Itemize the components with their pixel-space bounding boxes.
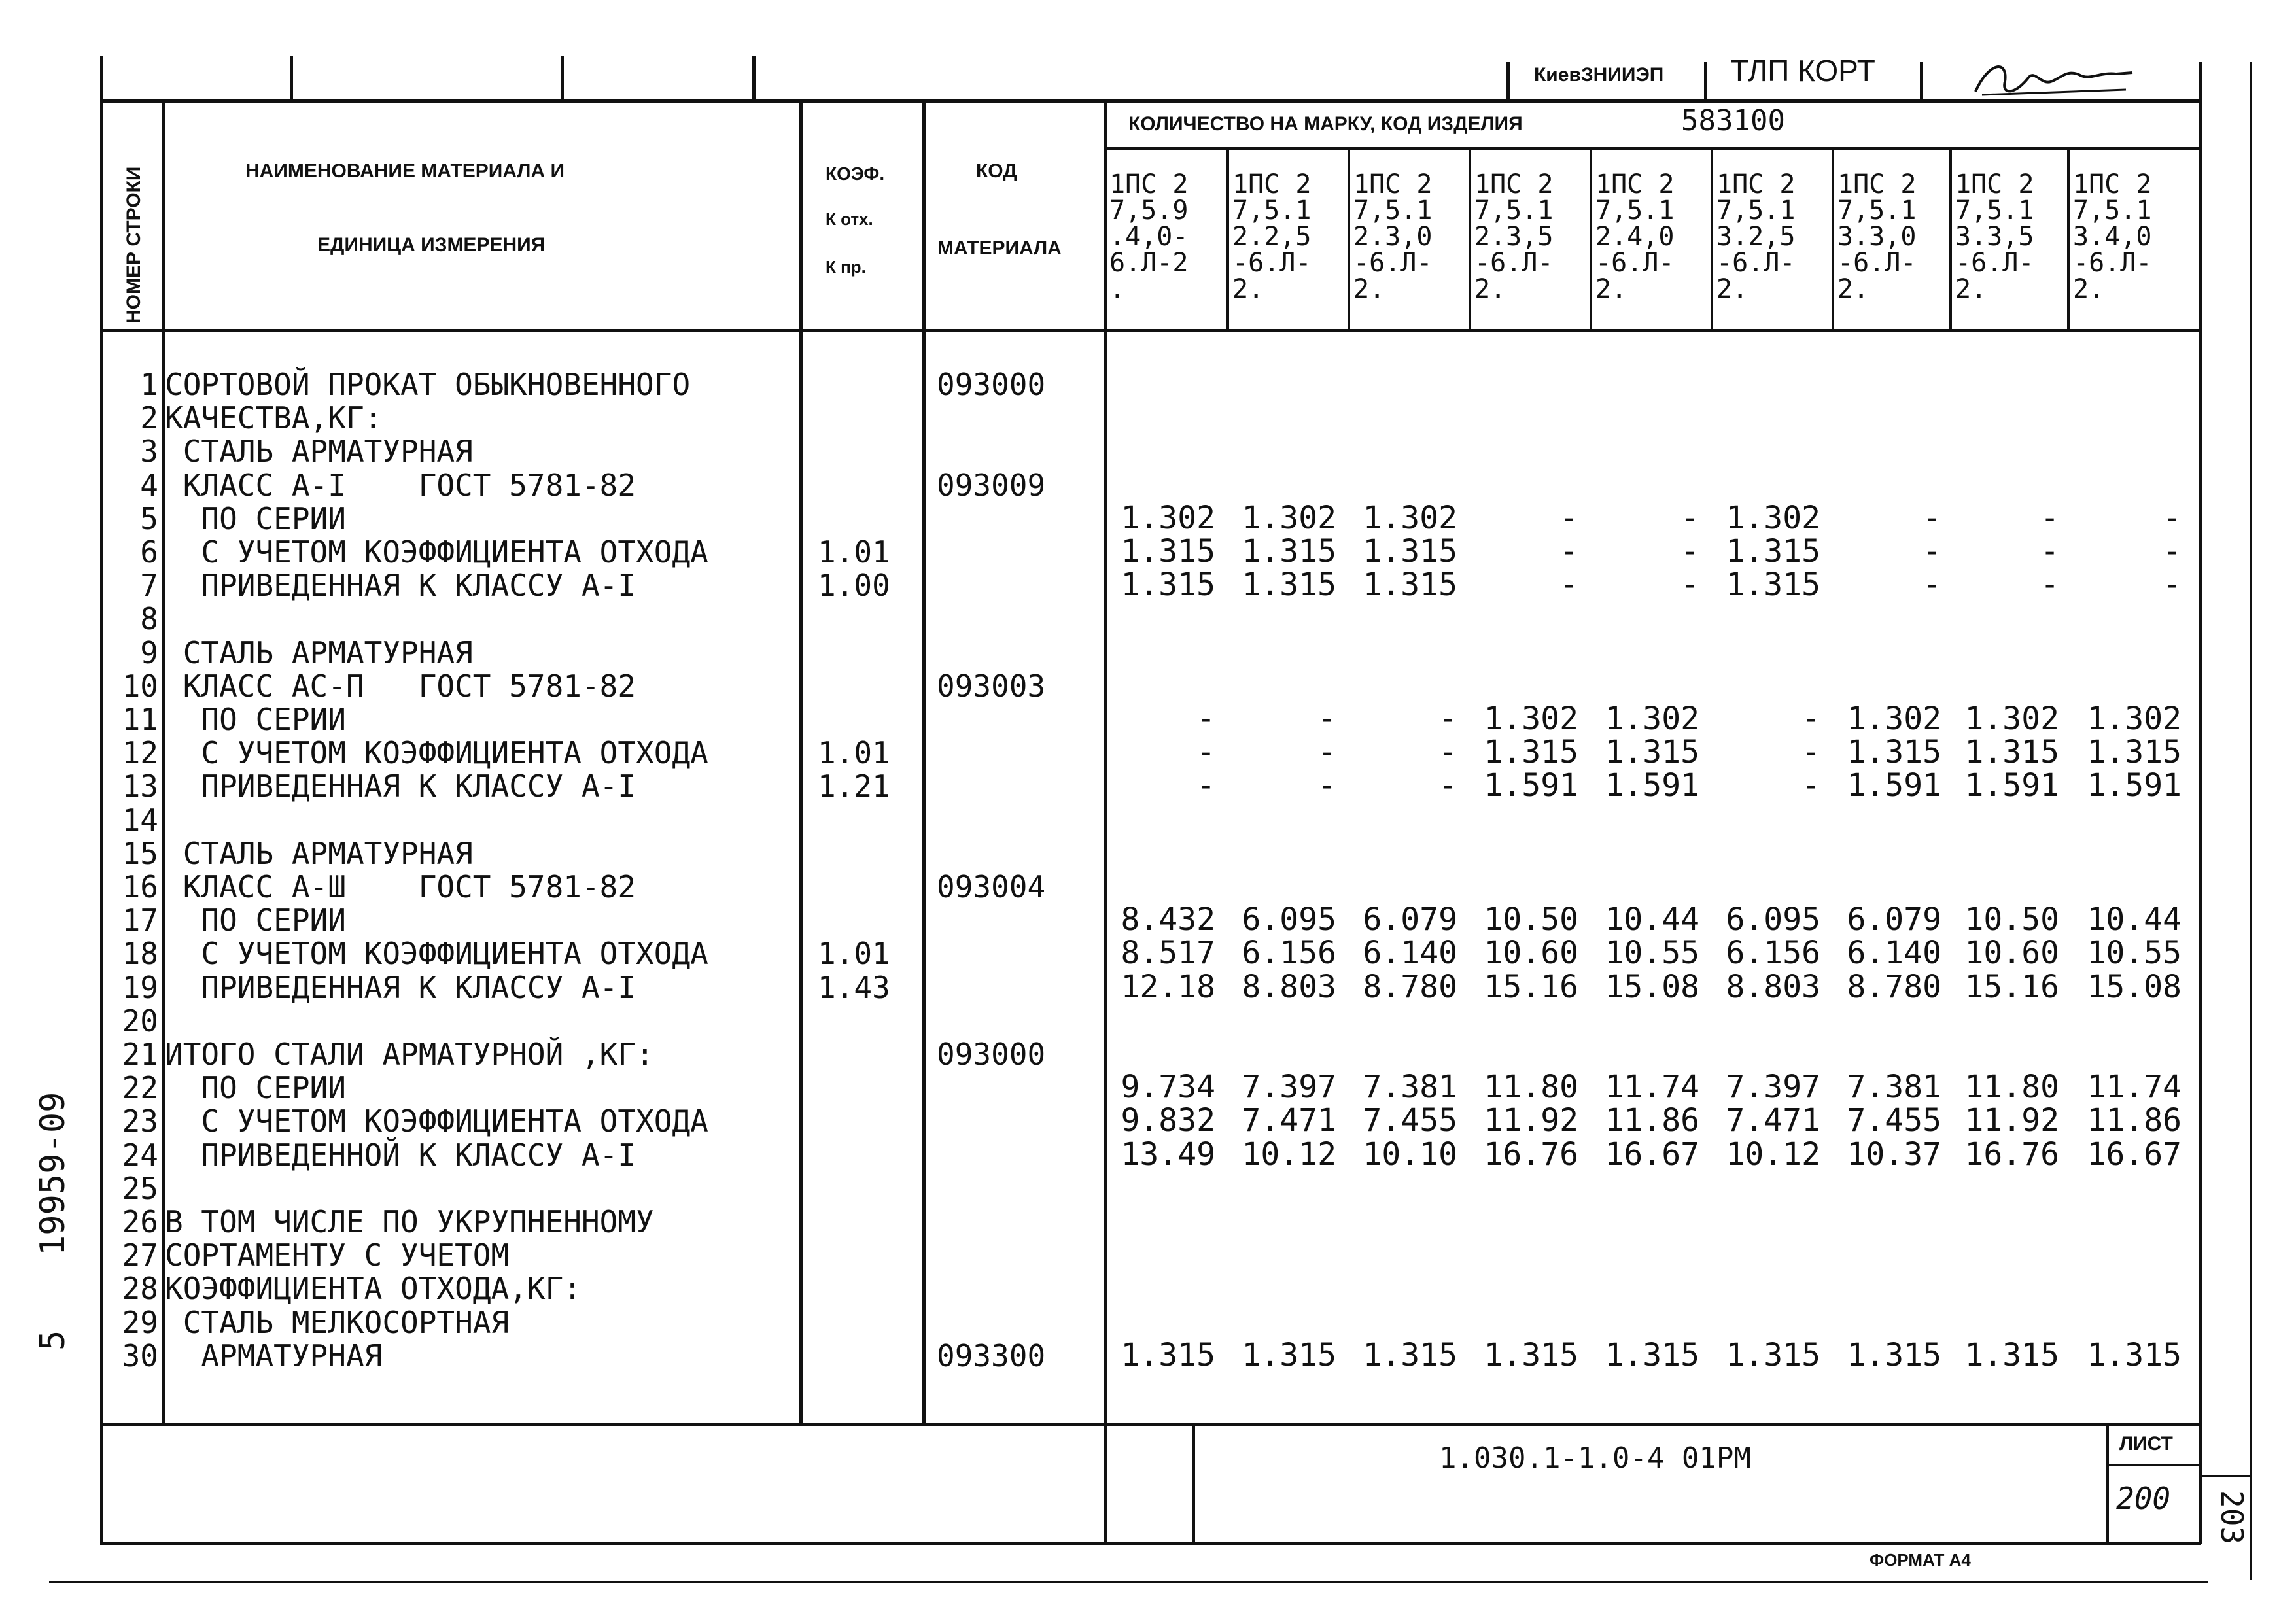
- row-value: 12.18: [1121, 969, 1215, 1005]
- row-value: 10.44: [1605, 901, 1699, 938]
- row-value: 6.140: [1847, 935, 1941, 971]
- row-value: 8.517: [1121, 935, 1215, 971]
- row-coefficient: 1.21: [818, 769, 890, 804]
- row-description: ПО СЕРИИ: [165, 702, 346, 737]
- row-coefficient: 1.43: [818, 970, 890, 1005]
- mark-header-line: 2.4,0: [1595, 222, 1675, 252]
- row-number: 12: [122, 735, 158, 770]
- row-number: 8: [140, 601, 158, 636]
- row-description: С УЧЕТОМ КОЭФФИЦИЕНТА ОТХОДА: [165, 534, 708, 570]
- row-value: 1.315: [1121, 566, 1215, 603]
- row-material-code: 093000: [937, 367, 1046, 402]
- mark-header-line: 1ПС 2: [1474, 169, 1554, 199]
- frame-left: [100, 56, 103, 1544]
- row-description: КОЭФФИЦИЕНТА ОТХОДА,КГ:: [165, 1271, 582, 1306]
- row-value: -: [1922, 500, 1941, 536]
- signature-icon: [1969, 56, 2139, 101]
- stamp-tick: [290, 56, 293, 101]
- row-number: 14: [122, 803, 158, 838]
- row-number: 4: [140, 468, 158, 503]
- col-line-coef: [922, 99, 926, 1424]
- mark-header-line: 7,5.1: [1474, 196, 1554, 226]
- row-value: 1.315: [1363, 533, 1457, 570]
- row-value: 11.86: [1605, 1102, 1699, 1139]
- row-number: 18: [122, 936, 158, 971]
- mark-header-line: 7,5.1: [1837, 196, 1917, 226]
- row-value: -: [1680, 566, 1699, 603]
- row-value: -: [1801, 700, 1820, 737]
- row-number: 16: [122, 869, 158, 905]
- mark-header-line: 1ПС 2: [1837, 169, 1917, 199]
- mark-header-line: 7,5.1: [1716, 196, 1796, 226]
- row-material-code: 093300: [937, 1338, 1046, 1373]
- row-material-code: 093000: [937, 1037, 1046, 1072]
- row-number: 17: [122, 903, 158, 938]
- row-value: 1.315: [1242, 533, 1336, 570]
- header-code-line2: МАТЕРИАЛА: [937, 237, 1062, 259]
- row-material-code: 093003: [937, 668, 1046, 704]
- row-value: 1.315: [1484, 1337, 1578, 1373]
- row-value: 1.591: [1847, 767, 1941, 804]
- row-number: 6: [140, 534, 158, 570]
- sheet-label: ЛИСТ: [2119, 1433, 2173, 1455]
- row-value: 13.49: [1121, 1136, 1215, 1173]
- row-value: 11.86: [2087, 1102, 2182, 1139]
- row-number: 20: [122, 1003, 158, 1039]
- mark-header-line: -6.Л-: [1595, 248, 1675, 278]
- row-value: 1.302: [1242, 500, 1336, 536]
- row-number: 13: [122, 769, 158, 804]
- row-number: 30: [122, 1338, 158, 1373]
- row-description: КЛАСС АС-П ГОСТ 5781-82: [165, 668, 636, 704]
- row-value: 1.302: [1726, 500, 1820, 536]
- mark-sep: [1949, 149, 1952, 331]
- mark-header-line: 2.2,5: [1232, 222, 1312, 252]
- row-value: -: [2040, 566, 2059, 603]
- row-value: 1.315: [1363, 566, 1457, 603]
- stamp-tick: [1506, 62, 1510, 100]
- stamp-tick: [1704, 62, 1707, 100]
- row-value: 16.67: [1605, 1136, 1699, 1173]
- row-value: 1.302: [1484, 700, 1578, 737]
- row-value: -: [1680, 533, 1699, 570]
- frame-outer-bottom: [49, 1581, 2208, 1583]
- row-value: 6.156: [1726, 935, 1820, 971]
- mark-sep: [1348, 149, 1350, 331]
- row-description: ПРИВЕДЕННОЙ К КЛАССУ А-I: [165, 1137, 636, 1173]
- row-value: 11.92: [1484, 1102, 1578, 1139]
- row-value: 1.315: [1847, 734, 1941, 770]
- row-value: -: [1559, 500, 1578, 536]
- row-value: 11.80: [1484, 1069, 1578, 1105]
- row-coefficient: 1.01: [818, 735, 890, 770]
- mark-header-line: 7,5.1: [1955, 196, 2034, 226]
- row-value: -: [1196, 700, 1215, 737]
- row-number: 27: [122, 1237, 158, 1273]
- row-number: 24: [122, 1137, 158, 1173]
- row-number: 15: [122, 836, 158, 871]
- row-value: 1.591: [1484, 767, 1578, 804]
- mark-header-line: 6.Л-2: [1109, 248, 1189, 278]
- row-value: 7.397: [1242, 1069, 1336, 1105]
- row-description: С УЧЕТОМ КОЭФФИЦИЕНТА ОТХОДА: [165, 936, 708, 971]
- mark-header-line: 3.2,5: [1716, 222, 1796, 252]
- row-coefficient: 1.00: [818, 568, 890, 603]
- format-label: ФОРМАТ А4: [1870, 1550, 1971, 1570]
- mark-header-line: -6.Л-: [1837, 248, 1917, 278]
- mark-header-line: 2.: [1232, 274, 1264, 304]
- row-value: 1.315: [1121, 1337, 1215, 1373]
- mark-header-6: [1716, 171, 1795, 302]
- row-value: 1.315: [1242, 1337, 1336, 1373]
- row-description: КАЧЕСТВА,КГ:: [165, 400, 383, 436]
- row-number: 2: [140, 400, 158, 436]
- row-value: 1.315: [1726, 566, 1820, 603]
- row-value: 1.302: [1964, 700, 2059, 737]
- row-value: 1.315: [1605, 734, 1699, 770]
- row-value: 10.50: [1964, 901, 2059, 938]
- row-value: 7.397: [1726, 1069, 1820, 1105]
- mark-header-line: 2.: [1353, 274, 1385, 304]
- row-value: 10.10: [1363, 1136, 1457, 1173]
- row-value: 11.74: [1605, 1069, 1699, 1105]
- mark-header-line: 7,5.1: [1232, 196, 1312, 226]
- row-description: ПО СЕРИИ: [165, 903, 346, 938]
- stamp-org: КиевЗНИИЭП: [1534, 64, 1664, 86]
- row-value: 10.60: [1484, 935, 1578, 971]
- row-value: 7.455: [1363, 1102, 1457, 1139]
- mark-header-line: 2.3,5: [1474, 222, 1554, 252]
- row-number: 28: [122, 1271, 158, 1306]
- row-value: 10.60: [1964, 935, 2059, 971]
- row-value: 1.315: [1363, 1337, 1457, 1373]
- frame-right: [2199, 62, 2202, 1544]
- row-value: 1.315: [1847, 1337, 1941, 1373]
- row-value: -: [2163, 533, 2182, 570]
- mark-header-line: 1ПС 2: [1716, 169, 1796, 199]
- row-value: 15.16: [1484, 969, 1578, 1005]
- col-line-code: [1104, 99, 1107, 1542]
- row-value: 1.315: [1121, 533, 1215, 570]
- row-value: 1.302: [1847, 700, 1941, 737]
- mark-header-line: 2.: [1955, 274, 1987, 304]
- mark-header-line: -6.Л-: [1955, 248, 2034, 278]
- row-value: -: [2040, 500, 2059, 536]
- row-description: СТАЛЬ АРМАТУРНАЯ: [165, 434, 473, 469]
- row-description: СТАЛЬ МЕЛКОСОРТНАЯ: [165, 1305, 510, 1340]
- row-value: 8.803: [1726, 969, 1820, 1005]
- row-value: 9.734: [1121, 1069, 1215, 1105]
- mark-header-line: -6.Л-: [1716, 248, 1796, 278]
- frame-bottom: [100, 1542, 2201, 1545]
- mark-header-line: 7,5.9: [1109, 196, 1189, 226]
- row-value: 11.74: [2087, 1069, 2182, 1105]
- mark-header-line: 2.: [1595, 274, 1627, 304]
- mark-header-line: 1ПС 2: [2073, 169, 2152, 199]
- row-value: 1.591: [1964, 767, 2059, 804]
- mark-header-line: -6.Л-: [1353, 248, 1433, 278]
- row-description: В ТОМ ЧИСЛЕ ПО УКРУПНЕННОМУ: [165, 1204, 654, 1239]
- row-number: 22: [122, 1070, 158, 1105]
- mark-header-7: [1837, 171, 1916, 302]
- row-value: 11.92: [1964, 1102, 2059, 1139]
- row-description: СОРТАМЕНТУ С УЧЕТОМ: [165, 1237, 510, 1273]
- mark-sep: [1226, 149, 1229, 331]
- row-number: 5: [140, 501, 158, 536]
- row-value: 16.76: [1484, 1136, 1578, 1173]
- row-material-code: 093009: [937, 468, 1046, 503]
- row-description: СТАЛЬ АРМАТУРНАЯ: [165, 836, 473, 871]
- mark-header-line: 2.: [1474, 274, 1506, 304]
- row-value: -: [1559, 533, 1578, 570]
- sheet-number: 200: [2116, 1481, 2171, 1516]
- header-name-line1: НАИМЕНОВАНИЕ МАТЕРИАЛА И: [245, 160, 565, 182]
- row-value: 10.12: [1726, 1136, 1820, 1173]
- qty-code: 583100: [1681, 104, 1785, 137]
- row-value: -: [1559, 566, 1578, 603]
- row-value: 15.08: [1605, 969, 1699, 1005]
- mark-header-line: -6.Л-: [1474, 248, 1554, 278]
- row-value: -: [1438, 767, 1457, 804]
- row-value: 10.37: [1847, 1136, 1941, 1173]
- row-value: 10.55: [1605, 935, 1699, 971]
- mark-header-line: 2.: [1837, 274, 1870, 304]
- page-number: 203: [2214, 1490, 2250, 1545]
- row-value: 16.76: [1964, 1136, 2059, 1173]
- mark-header-3: [1353, 171, 1432, 302]
- mark-header-8: [1955, 171, 2034, 302]
- row-value: -: [2163, 566, 2182, 603]
- stamp-tick: [561, 56, 564, 101]
- row-description: ПО СЕРИИ: [165, 1070, 346, 1105]
- row-value: 1.591: [2087, 767, 2182, 804]
- row-value: 1.315: [1726, 1337, 1820, 1373]
- row-value: -: [1922, 566, 1941, 603]
- row-value: -: [1801, 767, 1820, 804]
- row-coefficient: 1.01: [818, 534, 890, 570]
- mark-sep: [1832, 149, 1834, 331]
- row-number: 26: [122, 1204, 158, 1239]
- row-description: С УЧЕТОМ КОЭФФИЦИЕНТА ОТХОДА: [165, 1103, 708, 1139]
- row-number: 23: [122, 1103, 158, 1139]
- row-value: 1.302: [1121, 500, 1215, 536]
- side-inventory-number: 19959-09: [33, 1092, 73, 1256]
- mark-header-line: .: [1109, 274, 1126, 304]
- row-value: -: [1438, 734, 1457, 770]
- row-description: ПРИВЕДЕННАЯ К КЛАССУ А-I: [165, 970, 636, 1005]
- row-material-code: 093004: [937, 869, 1046, 905]
- mark-header-9: [2073, 171, 2151, 302]
- doc-code: 1.030.1-1.0-4 01РМ: [1439, 1442, 1751, 1475]
- qty-label: КОЛИЧЕСТВО НА МАРКУ, КОД ИЗДЕЛИЯ: [1128, 113, 1523, 135]
- row-number: 7: [140, 568, 158, 603]
- row-value: 1.315: [1964, 734, 2059, 770]
- row-value: 1.315: [1605, 1337, 1699, 1373]
- row-number: 21: [122, 1037, 158, 1072]
- mark-header-line: 3.3,0: [1837, 222, 1917, 252]
- mark-header-line: 7,5.1: [1595, 196, 1675, 226]
- row-value: 11.80: [1964, 1069, 2059, 1105]
- row-value: 10.50: [1484, 901, 1578, 938]
- row-value: 10.55: [2087, 935, 2182, 971]
- mark-header-line: 1ПС 2: [1955, 169, 2034, 199]
- row-value: 1.315: [1484, 734, 1578, 770]
- mark-header-line: 1ПС 2: [1353, 169, 1433, 199]
- row-value: -: [1317, 700, 1336, 737]
- mark-header-line: 2.: [1716, 274, 1748, 304]
- mark-header-line: -6.Л-: [2073, 248, 2152, 278]
- row-description: КЛАСС А-I ГОСТ 5781-82: [165, 468, 636, 503]
- mark-header-line: 7,5.1: [2073, 196, 2152, 226]
- row-value: -: [1196, 767, 1215, 804]
- mark-header-line: -6.Л-: [1232, 248, 1312, 278]
- row-description: ПО СЕРИИ: [165, 501, 346, 536]
- row-value: 6.156: [1242, 935, 1336, 971]
- frame-top-stamp: [100, 99, 2201, 103]
- row-value: 1.315: [2087, 734, 2182, 770]
- row-description: ИТОГО СТАЛИ АРМАТУРНОЙ ,КГ:: [165, 1037, 654, 1072]
- row-value: 1.315: [1726, 533, 1820, 570]
- row-value: -: [1680, 500, 1699, 536]
- row-value: 8.780: [1847, 969, 1941, 1005]
- mark-sep: [1711, 149, 1713, 331]
- row-value: 7.471: [1726, 1102, 1820, 1139]
- mark-header-2: [1232, 171, 1311, 302]
- row-value: 6.140: [1363, 935, 1457, 971]
- row-value: 7.381: [1363, 1069, 1457, 1105]
- row-number: 19: [122, 970, 158, 1005]
- col-line-name: [799, 99, 803, 1424]
- mark-header-line: 2.: [2073, 274, 2105, 304]
- row-description: ПРИВЕДЕННАЯ К КЛАССУ А-I: [165, 769, 636, 804]
- row-value: 6.095: [1726, 901, 1820, 938]
- stamp-sheet-mid: [2108, 1464, 2201, 1466]
- mark-sep: [1590, 149, 1592, 331]
- row-value: 1.315: [1242, 566, 1336, 603]
- row-value: 1.302: [2087, 700, 2182, 737]
- header-bottom-line: [100, 329, 2201, 332]
- row-number: 10: [122, 668, 158, 704]
- stamp-sheet-sep: [2106, 1423, 2109, 1544]
- row-value: 10.44: [2087, 901, 2182, 938]
- mark-header-4: [1474, 171, 1553, 302]
- stamp-project: ТЛП КОРТ: [1730, 54, 1875, 88]
- row-number: 3: [140, 434, 158, 469]
- row-value: 1.591: [1605, 767, 1699, 804]
- frame-outer-right: [2250, 62, 2252, 1580]
- row-value: 8.432: [1121, 901, 1215, 938]
- mark-sep: [1469, 149, 1471, 331]
- row-number: 1: [140, 367, 158, 402]
- mark-header-line: 1ПС 2: [1595, 169, 1675, 199]
- row-value: 6.095: [1242, 901, 1336, 938]
- header-coef-line1: КОЭФ.: [826, 164, 885, 184]
- row-value: -: [1317, 767, 1336, 804]
- row-value: 8.803: [1242, 969, 1336, 1005]
- row-value: 1.315: [2087, 1337, 2182, 1373]
- row-value: 6.079: [1847, 901, 1941, 938]
- mark-header-5: [1595, 171, 1674, 302]
- row-value: 1.315: [1964, 1337, 2059, 1373]
- row-value: 8.780: [1363, 969, 1457, 1005]
- row-coefficient: 1.01: [818, 936, 890, 971]
- mark-header-line: 3.4,0: [2073, 222, 2152, 252]
- header-coef-line3: К пр.: [826, 257, 866, 277]
- row-description: ПРИВЕДЕННАЯ К КЛАССУ А-I: [165, 568, 636, 603]
- stamp-block-top: [100, 1423, 2201, 1426]
- mark-sep: [2067, 149, 2070, 331]
- row-description: КЛАСС А-Ш ГОСТ 5781-82: [165, 869, 636, 905]
- mark-header-line: 3.3,5: [1955, 222, 2034, 252]
- row-value: 6.079: [1363, 901, 1457, 938]
- row-value: -: [1922, 533, 1941, 570]
- row-value: 7.455: [1847, 1102, 1941, 1139]
- row-value: 1.302: [1605, 700, 1699, 737]
- mark-header-line: 2.3,0: [1353, 222, 1433, 252]
- stamp-tick: [752, 56, 756, 101]
- row-value: -: [2040, 533, 2059, 570]
- row-value: -: [1438, 700, 1457, 737]
- stamp-tick: [1920, 62, 1923, 100]
- stamp-block-sep: [1192, 1423, 1195, 1544]
- mark-header-line: 7,5.1: [1353, 196, 1433, 226]
- row-description: АРМАТУРНАЯ: [165, 1338, 383, 1373]
- mark-header-line: .4,0-: [1109, 222, 1189, 252]
- row-description: С УЧЕТОМ КОЭФФИЦИЕНТА ОТХОДА: [165, 735, 708, 770]
- row-value: -: [1317, 734, 1336, 770]
- header-coef-line2: К отх.: [826, 209, 873, 229]
- row-description: СОРТОВОЙ ПРОКАТ ОБЫКНОВЕННОГО: [165, 367, 691, 402]
- header-row-number: НОМЕР СТРОКИ: [123, 166, 145, 324]
- row-value: 9.832: [1121, 1102, 1215, 1139]
- row-value: 7.381: [1847, 1069, 1941, 1105]
- page-box-top: [2201, 1475, 2252, 1477]
- header-code-line1: КОД: [976, 160, 1017, 182]
- row-value: -: [2163, 500, 2182, 536]
- row-number: 9: [140, 635, 158, 670]
- row-value: 16.67: [2087, 1136, 2182, 1173]
- row-number: 11: [122, 702, 158, 737]
- row-value: 7.471: [1242, 1102, 1336, 1139]
- qty-label-underline: [1105, 147, 2201, 150]
- row-number: 29: [122, 1305, 158, 1340]
- side-number: 5: [33, 1330, 73, 1351]
- mark-header-1: [1109, 171, 1188, 302]
- row-number: 25: [122, 1171, 158, 1206]
- row-value: 10.12: [1242, 1136, 1336, 1173]
- row-value: 15.16: [1964, 969, 2059, 1005]
- mark-header-line: 1ПС 2: [1232, 169, 1312, 199]
- row-description: СТАЛЬ АРМАТУРНАЯ: [165, 635, 473, 670]
- header-name-line2: ЕДИНИЦА ИЗМЕРЕНИЯ: [317, 234, 546, 256]
- row-value: 15.08: [2087, 969, 2182, 1005]
- row-value: -: [1801, 734, 1820, 770]
- mark-header-line: 1ПС 2: [1109, 169, 1189, 199]
- row-value: 1.302: [1363, 500, 1457, 536]
- row-value: -: [1196, 734, 1215, 770]
